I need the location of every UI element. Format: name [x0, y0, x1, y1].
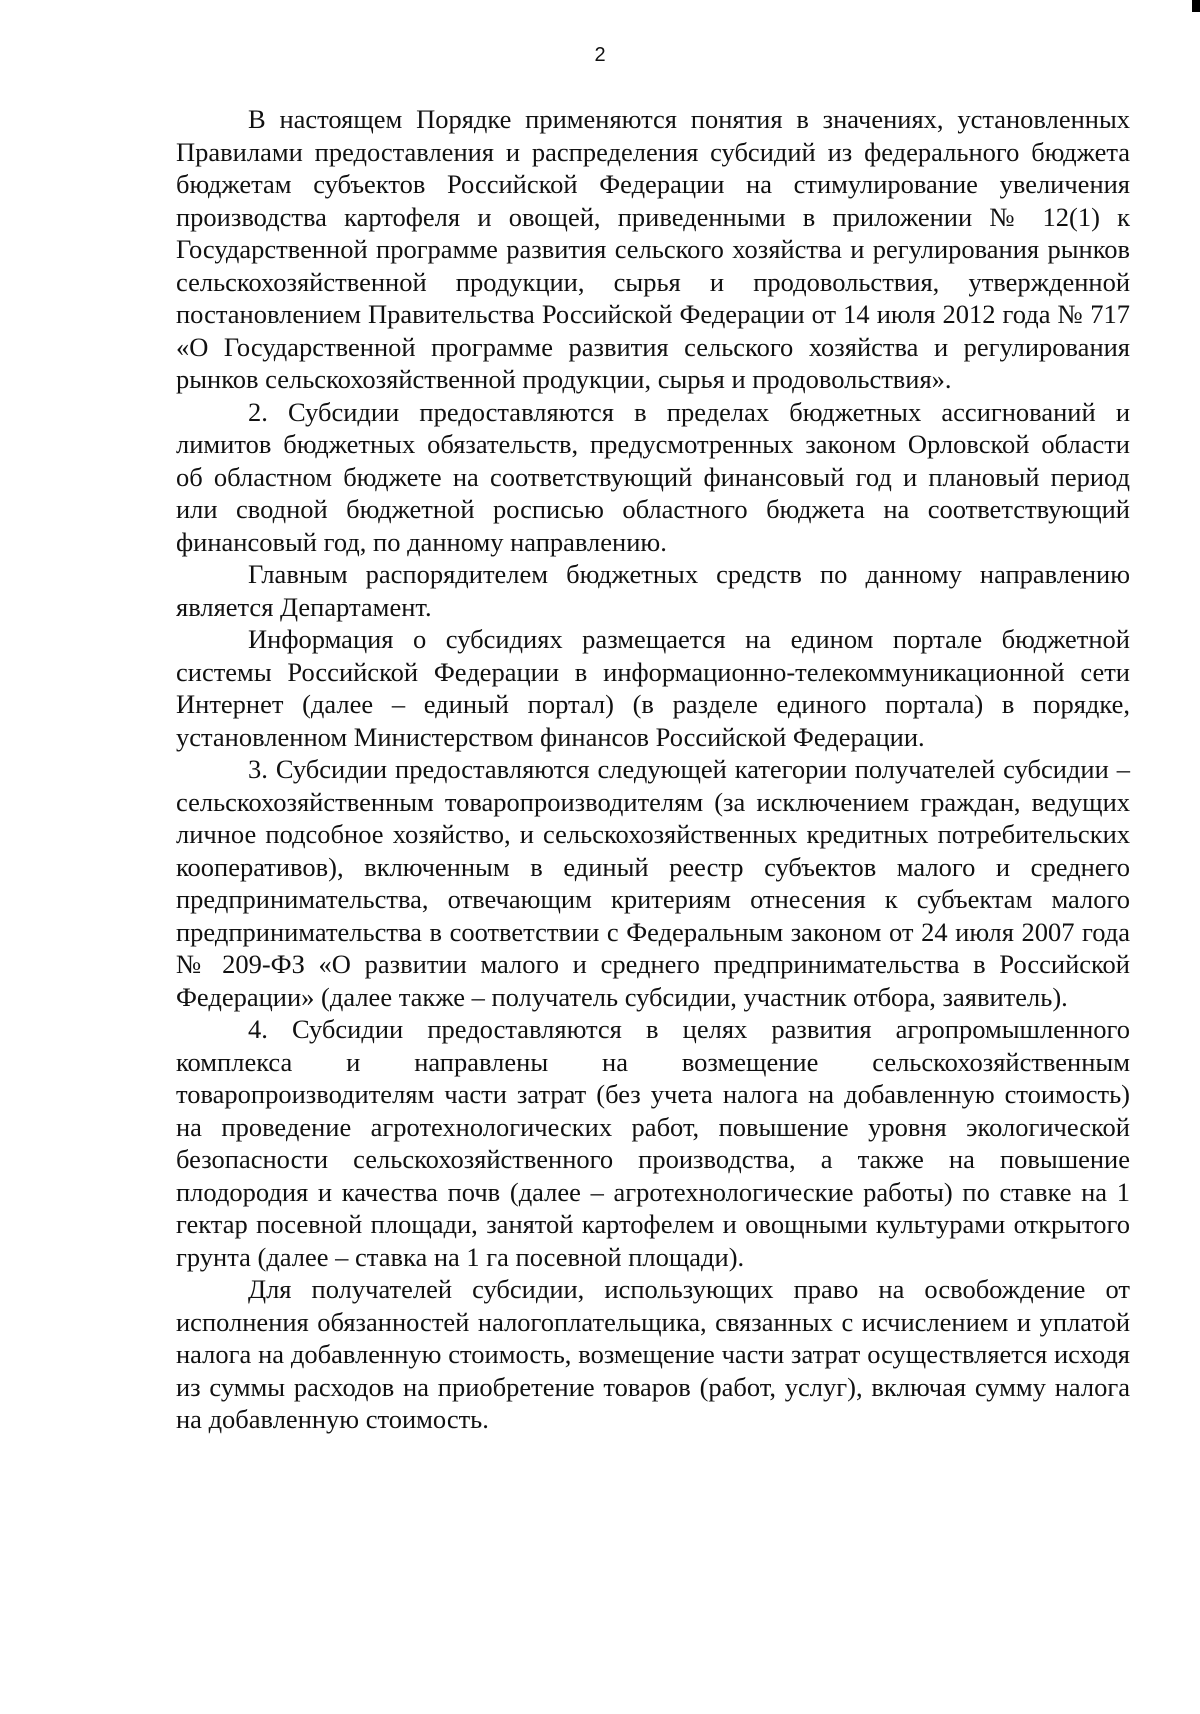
paragraph-4-purpose: 4. Субсидии предоставляются в целях развития агропромышленного комплекса и направлены на возмещение сельскохозяйственным товаропроизводителям части затрат (без учета налога на добавленную стоимость) на проведение агротехнологических работ, повышение уровня экологической безопасности сельскохозяйственного производства, а также на повышение плодородия и качества почв (далее – агротехнологические работы) по ставке на 1 гектар посевной площади, занятой картофелем и овощными культурами открытого грунта (далее – ставка на 1 га посевной площади).: [176, 1014, 1130, 1272]
scan-edge-mark: [1192, 0, 1200, 12]
page-number: 2: [594, 44, 606, 66]
paragraph-chief-administrator: Главным распорядителем бюджетных средств по данному направлению является Департамент.: [176, 559, 1130, 622]
paragraph-2-budget-limits: 2. Субсидии предоставляются в пределах бюджетных ассигнований и лимитов бюджетных обязательств, предусмотренных законом Орловской области об областном бюджете на соответствующий финансовый год и плановый период или сводной бюджетной росписью областного бюджета на соответствующий финансовый год, по данному направлению.: [176, 396, 1130, 557]
paragraph-definitions: В настоящем Порядке применяются понятия в значениях, установленных Правилами предоставления и распределения субсидий из федерального бюджета бюджетам субъектов Российской Федерации на стимулирование увеличения производства картофеля и овощей, приведенными в приложении № 12(1) к Государственной программе развития сельского хозяйства и регулирования рынков сельскохозяйственной продукции, сырья и продовольствия, утвержденной постановлением Правительства Российской Федерации от 14 июля 2012 года № 717 «О Государственной программе развития сельского хозяйства и регулирования рынков сельскохозяйственной продукции, сырья и продовольствия».: [176, 104, 1130, 394]
document-body: [176, 103, 1130, 1436]
paragraph-3-recipients: 3. Субсидии предоставляются следующей категории получателей субсидии – сельскохозяйственным товаропроизводителям (за исключением граждан, ведущих личное подсобное хозяйство, и сельскохозяйственных кредитных потребительских кооперативов), включенным в единый реестр субъектов малого и среднего предпринимательства, отвечающим критериям отнесения к субъектам малого предпринимательства в соответствии с Федеральным законом от 24 июля 2007 года № 209-ФЗ «О развитии малого и среднего предпринимательства в Российской Федерации» (далее также – получатель субсидии, участник отбора, заявитель).: [176, 754, 1130, 1012]
paragraph-vat-exemption: Для получателей субсидии, использующих право на освобождение от исполнения обязанностей налогоплательщика, связанных с исчислением и уплатой налога на добавленную стоимость, возмещение части затрат осуществляется исходя из суммы расходов на приобретение товаров (работ, услуг), включая сумму налога на добавленную стоимость.: [176, 1274, 1130, 1434]
paragraph-portal-information: Информация о субсидиях размещается на едином портале бюджетной системы Российской Федерации в информационно-телекоммуникационной сети Интернет (далее – единый портал) (в разделе единого портала) в порядке, установленном Министерством финансов Российской Федерации.: [176, 624, 1130, 752]
